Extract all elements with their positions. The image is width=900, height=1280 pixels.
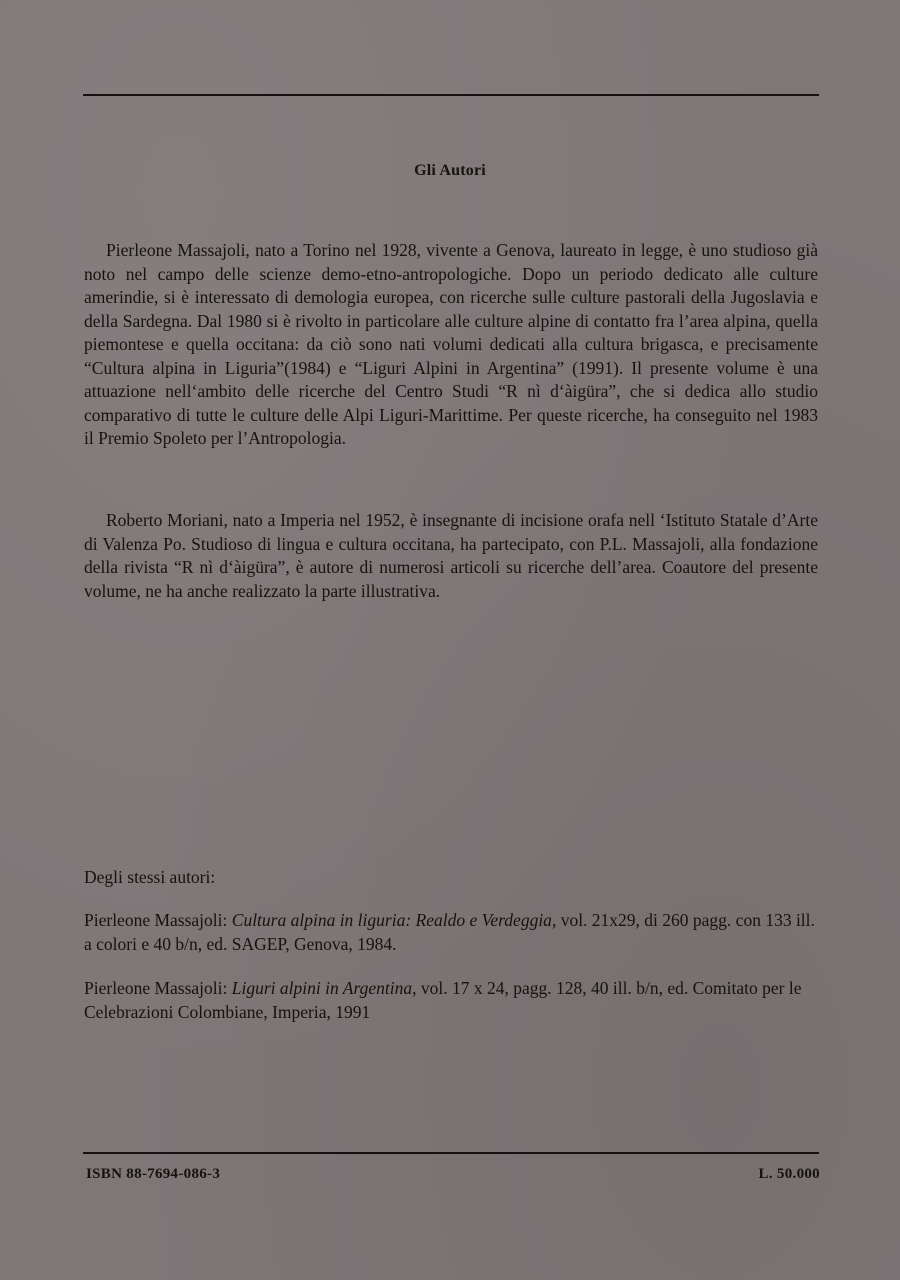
isbn-label: ISBN 88-7694-086-3 <box>86 1166 221 1182</box>
bibliography-title: Liguri alpini in Argentina <box>231 978 413 998</box>
bibliography-author: Pierleone Massajoli: <box>84 978 232 998</box>
price-label: L. 50.000 <box>758 1166 820 1182</box>
bibliography-entry <box>84 977 824 1024</box>
author-bio-massajoli: Pierleone Massajoli, nato a Torino nel 1928, vivente a Genova, laureato in legge, è uno studioso già noto nel campo delle scienze demo-etno-antropologiche. Dopo un periodo dedicato alle culture amerindie, si è interessato di demologia europea, con ricerche sulle culture pastorali della Jugoslavia e della Sardegna. Dal 1980 si è rivolto in particolare alle culture alpine di contatto fra l’area alpina, quella piemontese e quella occitana: da ciò sono nati volumi dedicati alla cultura brigasca, e precisamente “Cultura alpina in Liguria”(1984) e “Liguri Alpini in Argentina” (1991). Il presente volume è una attuazione nell‘ambito delle ricerche del Centro Studi “R nì d‘àigüra”, che si dedica allo studio comparativo di tutte le culture delle Alpi Liguri-Marittime. Per queste ricerche, ha conseguito nel 1983 il Premio Spoleto per l’Antropologia. <box>84 240 818 448</box>
bibliography-entry <box>84 909 824 956</box>
bibliography-intro: Degli stessi autori: <box>84 867 216 887</box>
bibliography-details: , vol. 17 x 24, pagg. 128, 40 ill. b/n, ed. Comitato per le Celebrazioni Colombiane, Imperia, 1991 <box>84 978 802 1022</box>
bibliography-title: Cultura alpina in liguria: Realdo e Verdeggia <box>231 910 552 930</box>
bibliography-author: Pierleone Massajoli: <box>84 910 232 930</box>
section-heading: Gli Autori <box>414 162 486 179</box>
bibliography-details: , vol. 21x29, di 260 pagg. con 133 ill. a colori e 40 b/n, ed. SAGEP, Genova, 1984. <box>84 910 815 954</box>
bottom-rule <box>83 1152 819 1154</box>
author-bio-moriani: Roberto Moriani, nato a Imperia nel 1952, è insegnante di incisione orafa nell ‘Istituto Statale d’Arte di Valenza Po. Studioso di lingua e cultura occitana, ha partecipato, con P.L. Massajoli, alla fondazione della rivista “R nì d‘àigüra”, è autore di numerosi articoli su ricerche dell’area. Coautore del presente volume, ne ha anche realizzato la parte illustrativa. <box>84 510 818 601</box>
top-rule <box>83 94 819 96</box>
